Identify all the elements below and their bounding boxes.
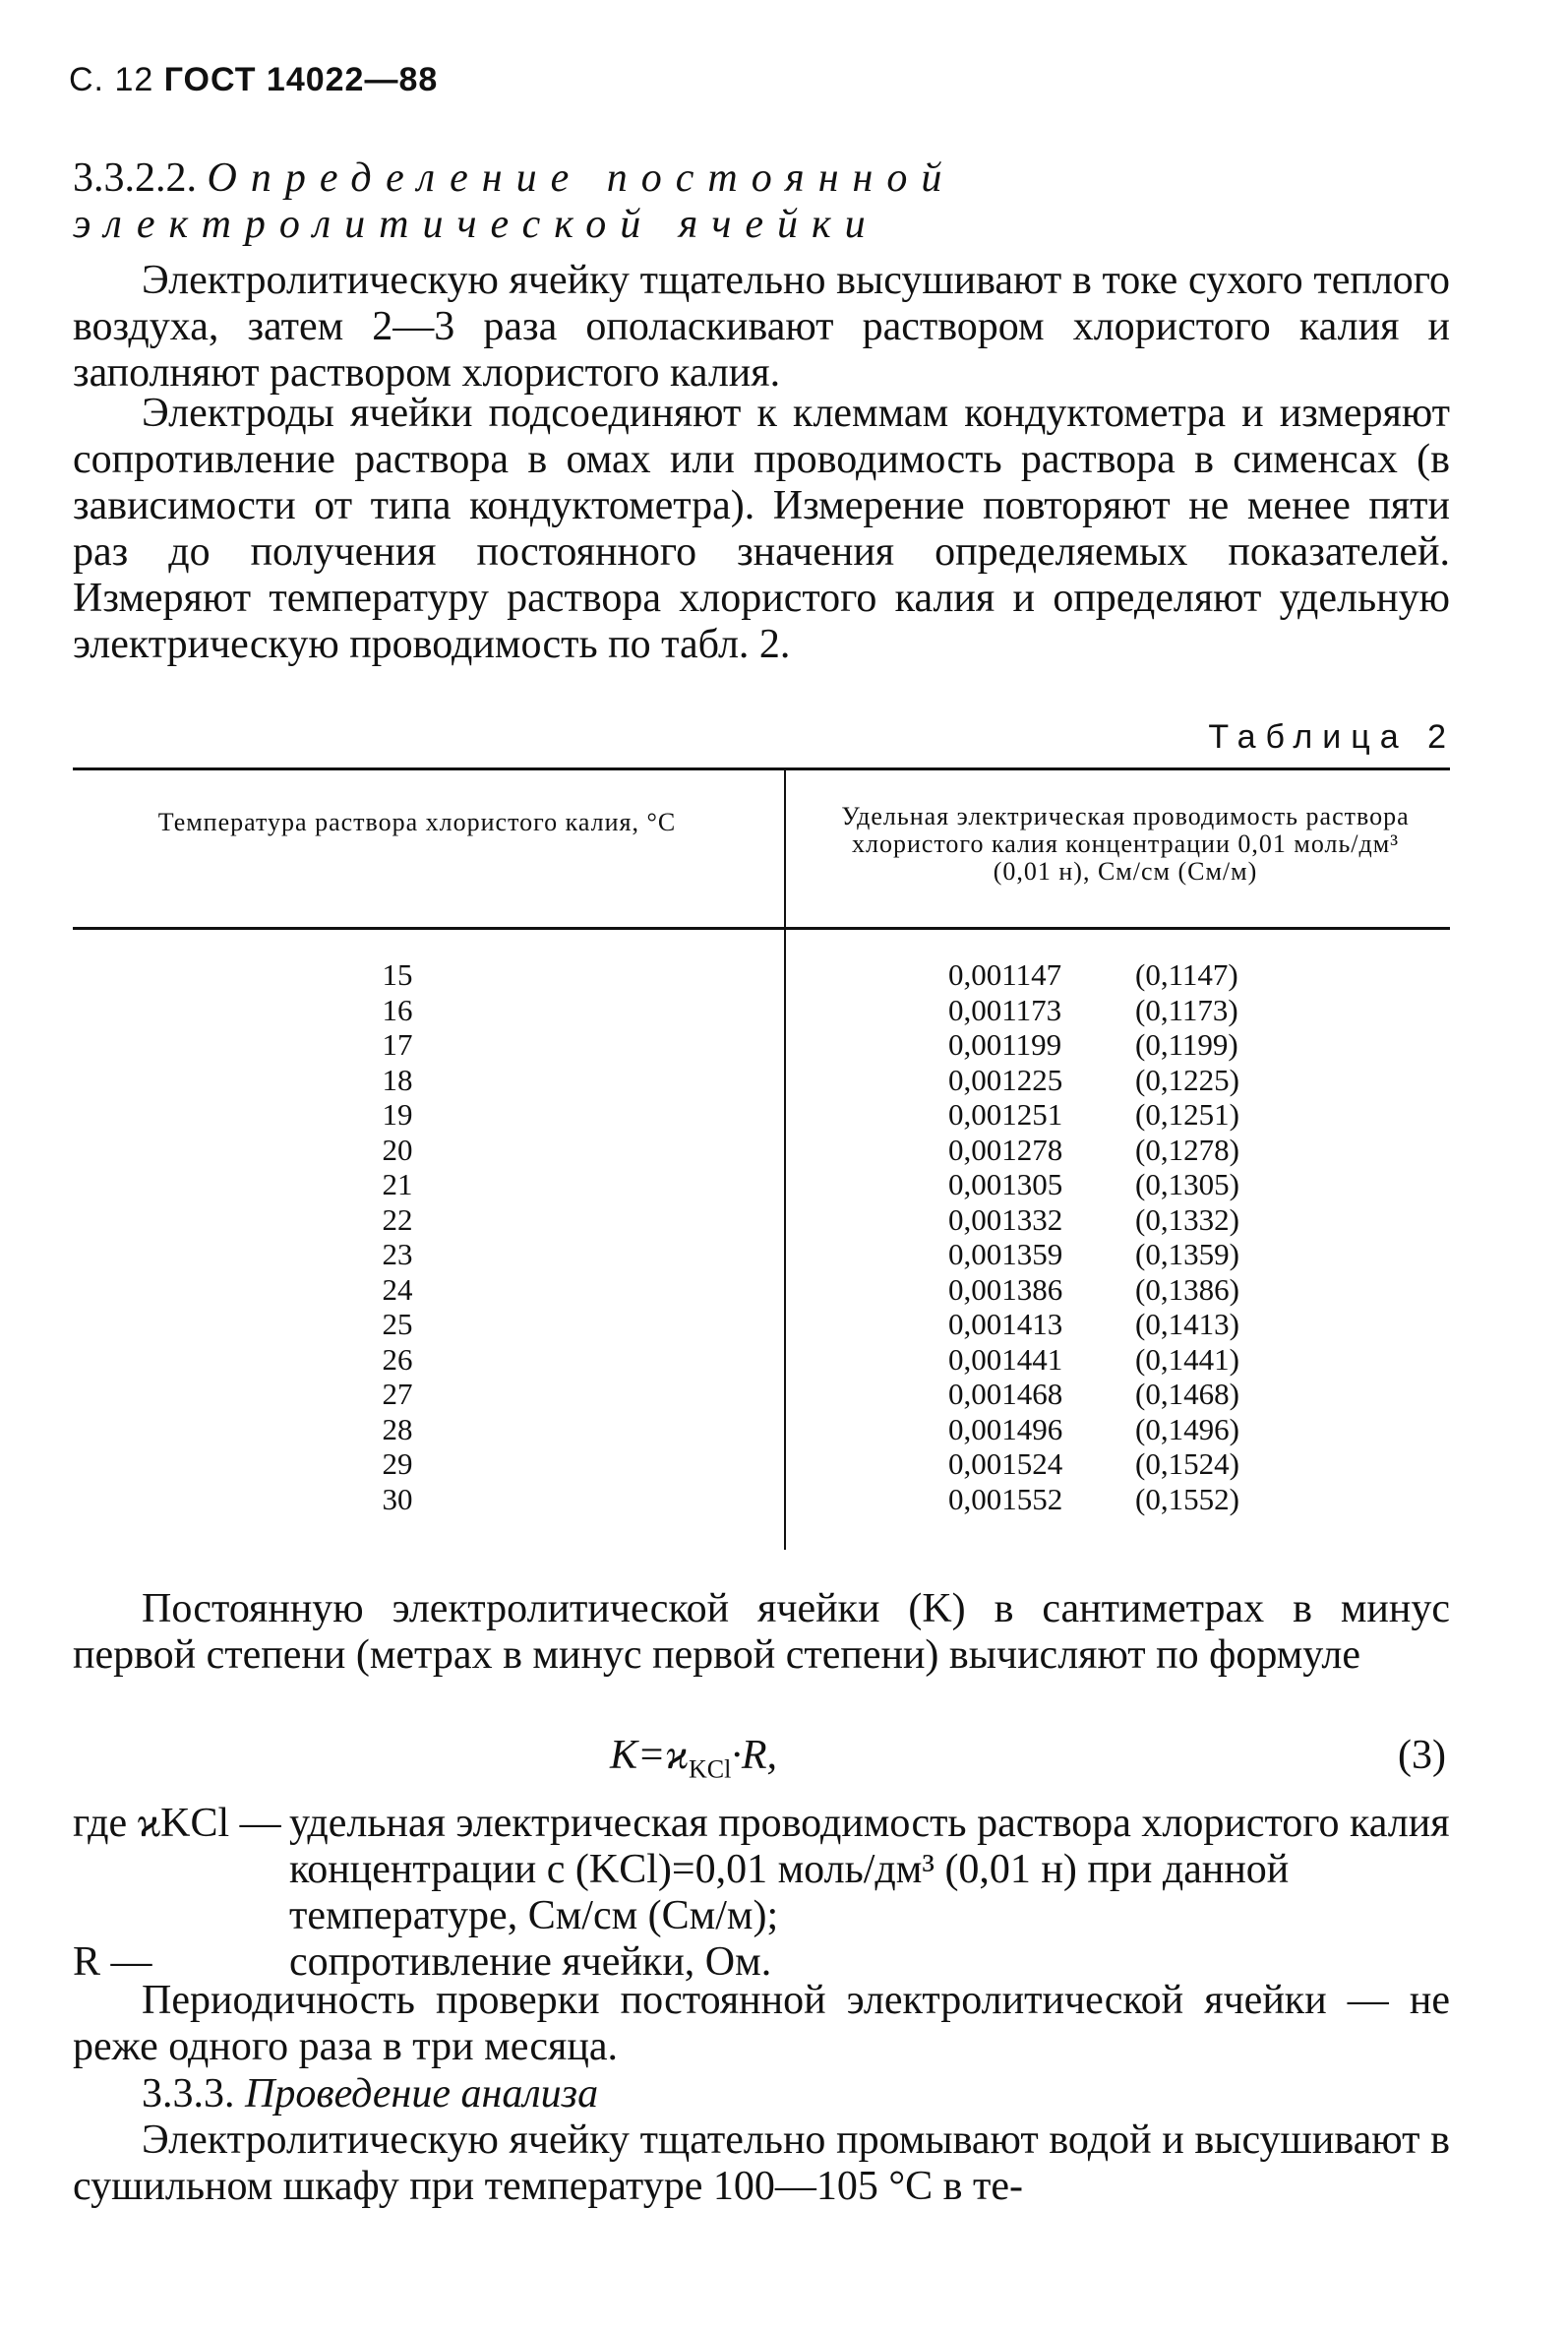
temperature-column [368,957,427,1516]
formula-legend [73,1801,1470,1986]
conductivity-m-cell: (0,1413) [1135,1307,1239,1341]
page-header [69,61,438,99]
paragraph-drying: Электролитическую ячейку тщательно высушивают в токе сухого теплого воздуха, затем 2—3 раза ополаскивают раствором хлористого калия и заполняют раствором хлористого калия. [73,258,1450,396]
conductivity-cm-cell: 0,001251 [948,1097,1063,1132]
table-column-divider [784,767,786,1550]
conductivity-cm-cell: 0,001386 [948,1271,1063,1307]
conductivity-m-cell: (0,1386) [1135,1271,1239,1307]
table-top-rule [73,767,1450,770]
conductivity-m-cell: (0,1305) [1135,1167,1239,1201]
temperature-cell: 17 [382,1027,413,1062]
conductivity-cm-cell: 0,001332 [948,1201,1063,1237]
section-title: Определение постоянной электролитической ячейки [73,155,956,247]
conductivity-cm-cell: 0,001496 [948,1411,1063,1446]
formula-subscript: KCl [688,1754,732,1784]
conductivity-m-cell: (0,1147) [1135,957,1238,992]
page-number: С. 12 [69,61,154,98]
conductivity-cm-cell: 0,001359 [948,1237,1063,1271]
temperature-cell: 25 [382,1307,413,1341]
conductivity-cm-cell: 0,001147 [948,957,1062,992]
conductivity-m-cell: (0,1225) [1135,1062,1239,1097]
conductivity-m-cell: (0,1468) [1135,1377,1239,1411]
formula-3 [610,1732,777,1784]
temperature-cell: 21 [382,1167,413,1201]
table-row [948,1412,1361,1447]
table-row [948,1377,1361,1412]
conductivity-m-cell: (0,1332) [1135,1201,1239,1237]
paragraph-measurement: Электроды ячейки подсоединяют к клеммам кондуктометра и измеряют сопротивление раствора в омах или проводимость раствора в сименсах (в зависимости от типа кондуктометра). Измерение повторяют не менее пяти раз до получения постоянного значения определяемых показателей. Измеряют температуру раствора хлористого калия и определяют удельную электрическую проводимость по табл. 2. [73,391,1450,667]
conductivity-m-cell: (0,1552) [1135,1481,1239,1516]
paragraph-formula-intro: Постоянную электролитической ячейки (K) в сантиметрах в минус первой степени (метрах в минус первой степени) вычисляют по формуле [73,1586,1450,1678]
conductivity-m-cell: (0,1173) [1135,992,1238,1027]
equation-number: (3) [1398,1733,1446,1778]
conductivity-m-cell: (0,1251) [1135,1097,1239,1132]
temperature-cell: 18 [382,1062,413,1097]
table-row [948,1063,1361,1098]
temperature-cell: 27 [382,1377,413,1411]
legend-description: удельная электрическая проводимость раствора хлористого калия концентрации c (KCl)=0,01 моль/дм³ (0,01 н) при данной температуре, См/см (См/м); [289,1801,1450,1938]
table-row [948,1482,1361,1517]
standard-number: ГОСТ 14022—88 [163,61,439,98]
temperature-cell: 19 [382,1097,413,1132]
paragraph-analysis: Электролитическую ячейку тщательно промывают водой и высушивают в сушильном шкафу при температуре 100—105 °С в те- [73,2117,1450,2209]
table-row [948,1307,1361,1342]
temperature-cell: 22 [382,1201,413,1237]
table-row [948,1097,1361,1133]
table-row [948,1272,1361,1308]
conductivity-m-cell: (0,1278) [1135,1132,1239,1167]
temperature-cell: 30 [382,1481,413,1516]
section-number: 3.3.3. [142,2071,235,2117]
temperature-cell: 24 [382,1271,413,1307]
conductivity-m-cell: (0,1359) [1135,1237,1239,1271]
temperature-cell: 20 [382,1132,413,1167]
conductivity-m-cell: (0,1496) [1135,1411,1239,1446]
header-temperature: Температура раствора хлористого калия, °С [157,808,677,836]
formula-right: ·R, [731,1733,777,1778]
conductivity-cm-cell: 0,001278 [948,1132,1063,1167]
table-row [948,1027,1361,1063]
conductivity-table [73,767,1450,1555]
table-row [948,1342,1361,1378]
legend-row [73,1801,1470,1939]
legend-symbol: где ϰKCl — [73,1801,281,1846]
conductivity-m-cell: (0,1199) [1135,1027,1238,1062]
conductivity-cm-cell: 0,001225 [948,1062,1063,1097]
temperature-cell: 26 [382,1341,413,1377]
header-conductivity: Удельная электрическая проводимость раствора хлористого калия концентрации 0,01 моль/дм³ (0,01 н), См/см (См/м) [841,802,1410,886]
conductivity-m-cell: (0,1524) [1135,1446,1239,1481]
table-row [948,1167,1361,1202]
table-caption: Таблица 2 [1208,718,1456,756]
section-heading-3322 [73,155,1450,248]
conductivity-column [948,957,1361,1516]
temperature-cell: 16 [382,992,413,1027]
conductivity-cm-cell: 0,001413 [948,1307,1063,1341]
paragraph-periodicity: Периодичность проверки постоянной электролитической ячейки — не реже одного раза в три месяца. [73,1978,1450,2069]
formula-left: K=ϰ [610,1733,689,1778]
temperature-cell: 23 [382,1237,413,1271]
section-title: Проведение анализа [245,2071,599,2117]
legend-description: сопротивление ячейки, Ом. [289,1939,772,1985]
table-row [948,1237,1361,1272]
conductivity-cm-cell: 0,001173 [948,992,1062,1027]
legend-symbol: R — [73,1939,152,1985]
conductivity-cm-cell: 0,001524 [948,1446,1063,1481]
temperature-cell: 28 [382,1411,413,1446]
temperature-cell: 29 [382,1446,413,1481]
section-heading-333 [73,2071,1450,2117]
table-row [948,1446,1361,1482]
table-row [948,993,1361,1028]
conductivity-cm-cell: 0,001468 [948,1377,1063,1411]
temperature-cell: 15 [382,957,413,992]
conductivity-cm-cell: 0,001441 [948,1341,1063,1377]
table-row [948,957,1361,993]
conductivity-cm-cell: 0,001305 [948,1167,1063,1201]
conductivity-m-cell: (0,1441) [1135,1341,1239,1377]
table-row [948,1133,1361,1168]
conductivity-cm-cell: 0,001552 [948,1481,1063,1516]
table-header-rule [73,927,1450,930]
conductivity-cm-cell: 0,001199 [948,1027,1062,1062]
table-row [948,1202,1361,1238]
section-number: 3.3.2.2. [73,155,197,201]
